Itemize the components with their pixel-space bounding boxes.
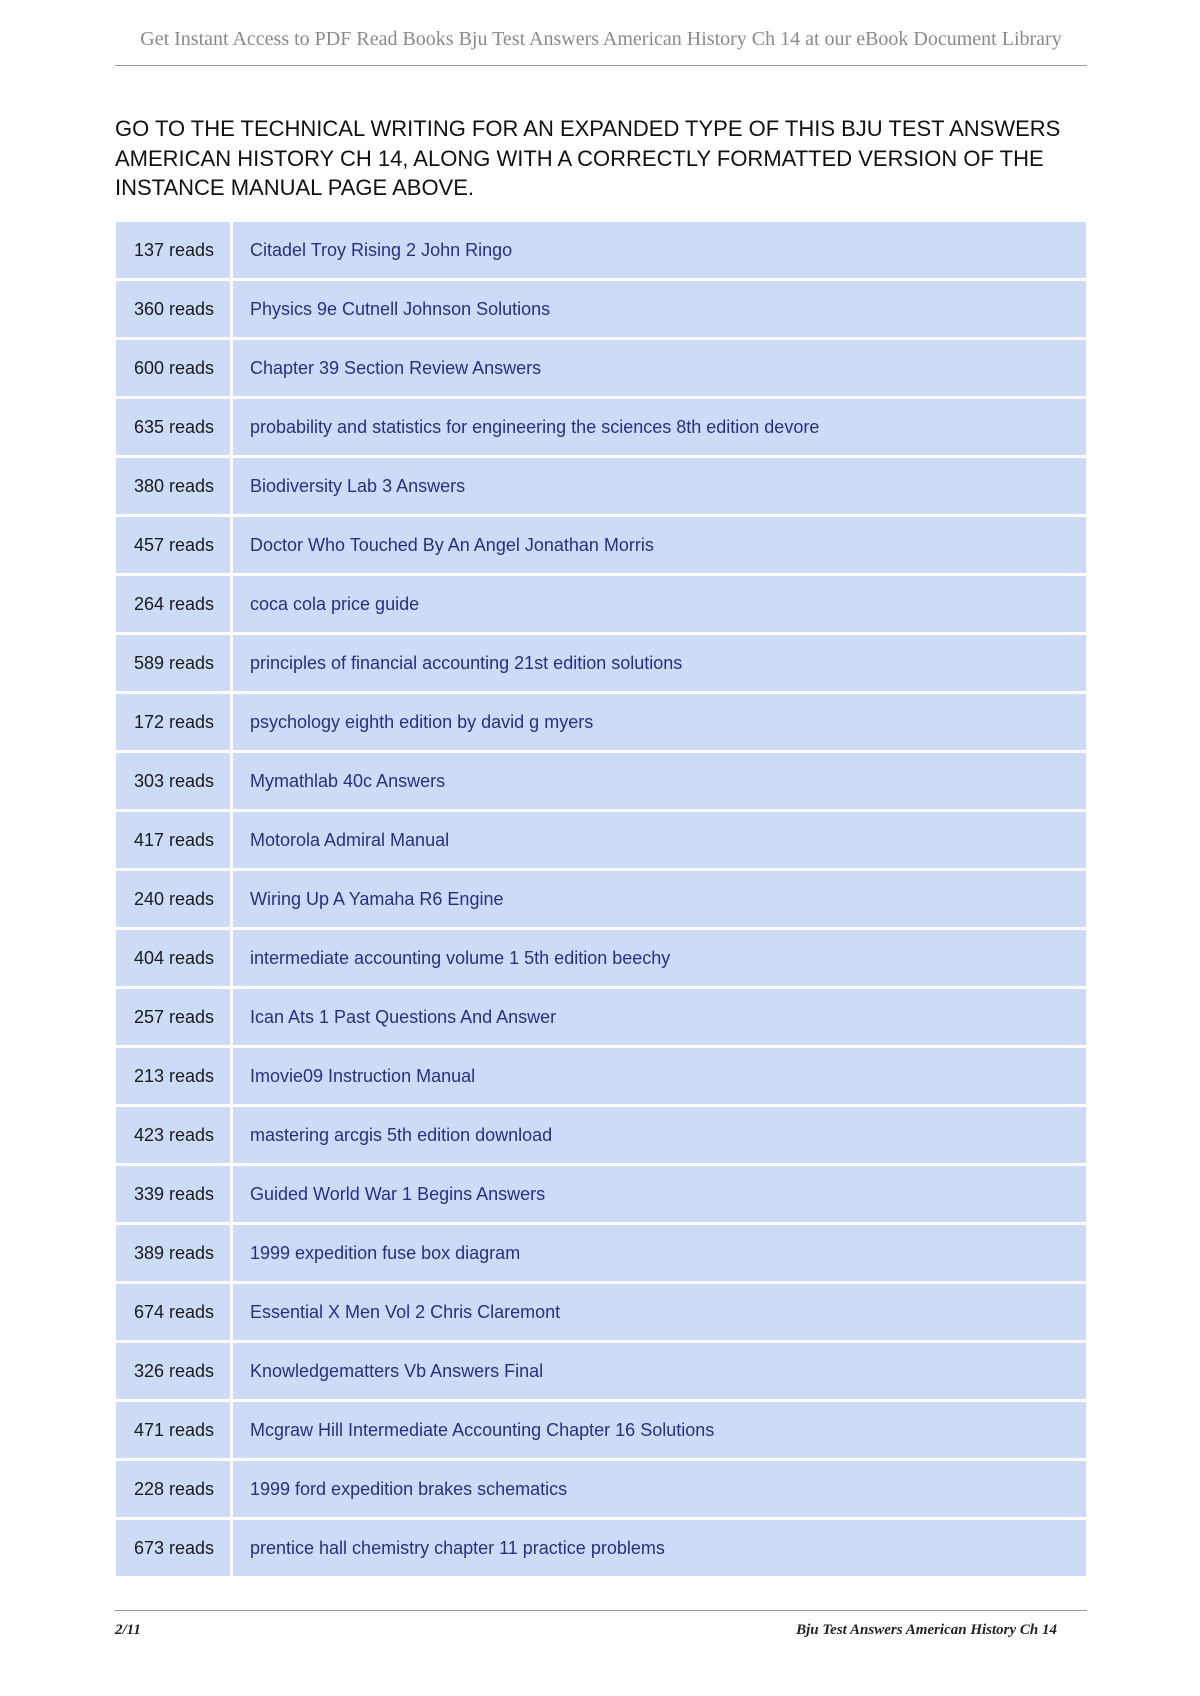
book-title-link[interactable]: Physics 9e Cutnell Johnson Solutions (233, 281, 1086, 337)
book-title-link[interactable]: Chapter 39 Section Review Answers (233, 340, 1086, 396)
book-title-link[interactable]: Guided World War 1 Begins Answers (233, 1166, 1086, 1222)
list-item (116, 694, 1086, 750)
list-item (116, 1461, 1086, 1517)
read-count: 635 reads (116, 399, 230, 455)
read-count: 172 reads (116, 694, 230, 750)
intro-paragraph: GO TO THE TECHNICAL WRITING FOR AN EXPANDED TYPE OF THIS BJU TEST ANSWERS AMERICAN HISTORY CH 14, ALONG WITH A CORRECTLY FORMATTED VERSION OF THE INSTANCE MANUAL PAGE ABOVE. (115, 116, 1061, 200)
book-title-link[interactable]: prentice hall chemistry chapter 11 practice problems (233, 1520, 1086, 1576)
book-title-link[interactable]: Biodiversity Lab 3 Answers (233, 458, 1086, 514)
list-item (116, 1284, 1086, 1340)
book-title-link[interactable]: probability and statistics for engineering the sciences 8th edition devore (233, 399, 1086, 455)
read-count: 423 reads (116, 1107, 230, 1163)
book-title-link[interactable]: 1999 ford expedition brakes schematics (233, 1461, 1086, 1517)
read-count: 380 reads (116, 458, 230, 514)
read-count: 264 reads (116, 576, 230, 632)
read-count: 589 reads (116, 635, 230, 691)
list-item (116, 281, 1086, 337)
read-count: 457 reads (116, 517, 230, 573)
book-title-link[interactable]: Mcgraw Hill Intermediate Accounting Chapter 16 Solutions (233, 1402, 1086, 1458)
list-item (116, 635, 1086, 691)
read-count: 326 reads (116, 1343, 230, 1399)
footer-divider (115, 1610, 1087, 1611)
book-title-link[interactable]: psychology eighth edition by david g myers (233, 694, 1086, 750)
read-count: 417 reads (116, 812, 230, 868)
read-count: 339 reads (116, 1166, 230, 1222)
book-title-link[interactable]: Imovie09 Instruction Manual (233, 1048, 1086, 1104)
read-count: 600 reads (116, 340, 230, 396)
read-count: 360 reads (116, 281, 230, 337)
list-item (116, 1048, 1086, 1104)
book-title-link[interactable]: intermediate accounting volume 1 5th edition beechy (233, 930, 1086, 986)
book-title-link[interactable]: coca cola price guide (233, 576, 1086, 632)
page-header: Get Instant Access to PDF Read Books Bju Test Answers American History Ch 14 at our eBook Document Library (140, 28, 1062, 50)
book-title-link[interactable]: mastering arcgis 5th edition download (233, 1107, 1086, 1163)
footer-document-title: Bju Test Answers American History Ch 14 (796, 1622, 1057, 1638)
read-count: 674 reads (116, 1284, 230, 1340)
read-count: 404 reads (116, 930, 230, 986)
list-item (116, 989, 1086, 1045)
book-title-link[interactable]: Citadel Troy Rising 2 John Ringo (233, 222, 1086, 278)
book-title-link[interactable]: Knowledgematters Vb Answers Final (233, 1343, 1086, 1399)
read-count: 137 reads (116, 222, 230, 278)
list-item (116, 458, 1086, 514)
reads-list (116, 222, 1086, 1579)
page-number: 2/11 (115, 1622, 141, 1638)
read-count: 389 reads (116, 1225, 230, 1281)
list-item (116, 1225, 1086, 1281)
read-count: 213 reads (116, 1048, 230, 1104)
book-title-link[interactable]: Doctor Who Touched By An Angel Jonathan Morris (233, 517, 1086, 573)
list-item (116, 222, 1086, 278)
list-item (116, 1166, 1086, 1222)
list-item (116, 340, 1086, 396)
book-title-link[interactable]: Motorola Admiral Manual (233, 812, 1086, 868)
list-item (116, 1343, 1086, 1399)
list-item (116, 399, 1086, 455)
read-count: 471 reads (116, 1402, 230, 1458)
header-divider (115, 65, 1087, 66)
read-count: 673 reads (116, 1520, 230, 1576)
book-title-link[interactable]: principles of financial accounting 21st edition solutions (233, 635, 1086, 691)
list-item (116, 812, 1086, 868)
list-item (116, 1402, 1086, 1458)
list-item (116, 871, 1086, 927)
list-item (116, 1520, 1086, 1576)
book-title-link[interactable]: 1999 expedition fuse box diagram (233, 1225, 1086, 1281)
list-item (116, 1107, 1086, 1163)
read-count: 257 reads (116, 989, 230, 1045)
read-count: 303 reads (116, 753, 230, 809)
read-count: 228 reads (116, 1461, 230, 1517)
book-title-link[interactable]: Wiring Up A Yamaha R6 Engine (233, 871, 1086, 927)
list-item (116, 576, 1086, 632)
read-count: 240 reads (116, 871, 230, 927)
book-title-link[interactable]: Mymathlab 40c Answers (233, 753, 1086, 809)
list-item (116, 753, 1086, 809)
book-title-link[interactable]: Ican Ats 1 Past Questions And Answer (233, 989, 1086, 1045)
list-item (116, 930, 1086, 986)
book-title-link[interactable]: Essential X Men Vol 2 Chris Claremont (233, 1284, 1086, 1340)
list-item (116, 517, 1086, 573)
